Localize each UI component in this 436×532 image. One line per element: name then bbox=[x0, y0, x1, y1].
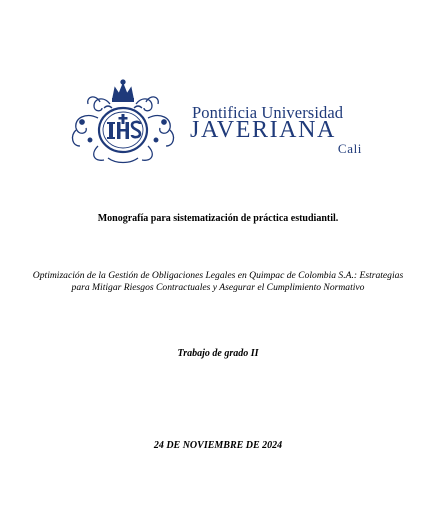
university-logo bbox=[64, 78, 364, 166]
javeriana-seal-icon bbox=[64, 78, 182, 166]
document-title bbox=[30, 270, 406, 293]
document-title-line2: para Mitigar Riesgos Contractuales y Asegurar el Cumplimiento Normativo bbox=[71, 281, 365, 293]
university-campus: Cali bbox=[337, 141, 362, 156]
university-name bbox=[190, 103, 364, 163]
work-type: Trabajo de grado II bbox=[177, 348, 259, 359]
document-date: 24 DE NOVIEMBRE DE 2024 bbox=[153, 440, 283, 451]
document-title-line1: Optimización de la Gestión de Obligaciones Legales en Quimpac de Colombia S.A.: Estrategias bbox=[32, 270, 404, 281]
university-name-line1: Pontificia Universidad bbox=[192, 103, 344, 122]
document-subtitle: Monografía para sistematización de práctica estudiantil. bbox=[97, 213, 339, 224]
university-name-line2: JAVERIANA bbox=[190, 117, 336, 143]
